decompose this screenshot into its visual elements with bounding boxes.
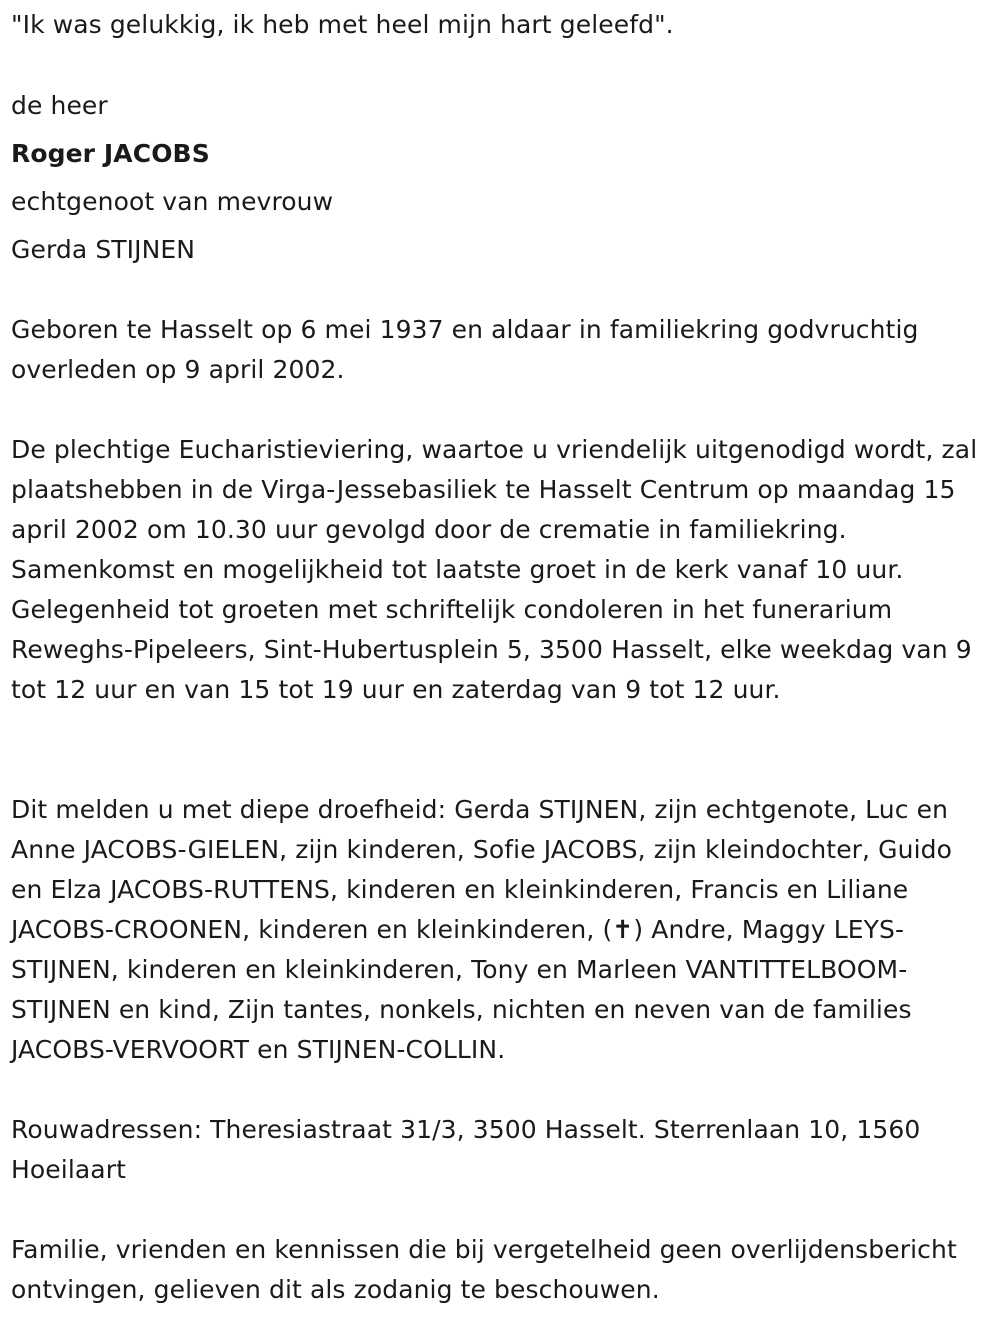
deceased-name: Roger JACOBS [11,139,210,168]
motto-quote: "Ik was gelukkig, ik heb met heel mijn hart geleefd". [11,10,674,39]
addresses-paragraph: Rouwadressen: Theresiastraat 31/3, 3500 Hasselt. Sterrenlaan 10, 1560 Hoeilaart [11,1115,921,1184]
service-paragraph: De plechtige Eucharistieviering, waartoe u vriendelijk uitgenodigd wordt, zal plaatshebben in de Virga-Jessebasiliek te Hasselt Centrum op maandag 15 april 2002 om 10.30 uur gevolgd door de crematie in familiekring. Samenkomst en mogelijkheid tot laatste groet in de kerk vanaf 10 uur. Gelegenheid tot groeten met schriftelijk condoleren in het funerarium Reweghs-Pipeleers, Sint-Hubertusplein 5, 3500 Hasselt, elke weekdag van 9 tot 12 uur en van 15 tot 19 uur en zaterdag van 9 tot 12 uur. [11,435,978,704]
spouse-name: Gerda STIJNEN [11,235,196,264]
announcement-paragraph: Dit melden u met diepe droefheid: Gerda STIJNEN, zijn echtgenote, Luc en Anne JACOBS-GIELEN, zijn kinderen, Sofie JACOBS, zijn kleindochter, Guido en Elza JACOBS-RUTTENS, kinderen en kleinkinderen, Francis en Liliane JACOBS-CROONEN, kinderen en kleinkinderen, (✝) Andre, Maggy LEYS-STIJNEN, kinderen en kleinkinderen, Tony en Marleen VANTITTELBOOM-STIJNEN en kind, Zijn tantes, nonkels, nichten en neven van de families JACOBS-VERVOORT en STIJNEN-COLLIN. [11,795,952,1064]
title-prefix: de heer [11,91,108,120]
closing-paragraph: Familie, vrienden en kennissen die bij vergetelheid geen overlijdensbericht ontvingen, gelieven dit als zodanig te beschouwen. [11,1235,957,1304]
birth-death-paragraph: Geboren te Hasselt op 6 mei 1937 en aldaar in familiekring godvruchtig overleden op 9 april 2002. [11,315,919,384]
spouse-prefix: echtgenoot van mevrouw [11,187,334,216]
